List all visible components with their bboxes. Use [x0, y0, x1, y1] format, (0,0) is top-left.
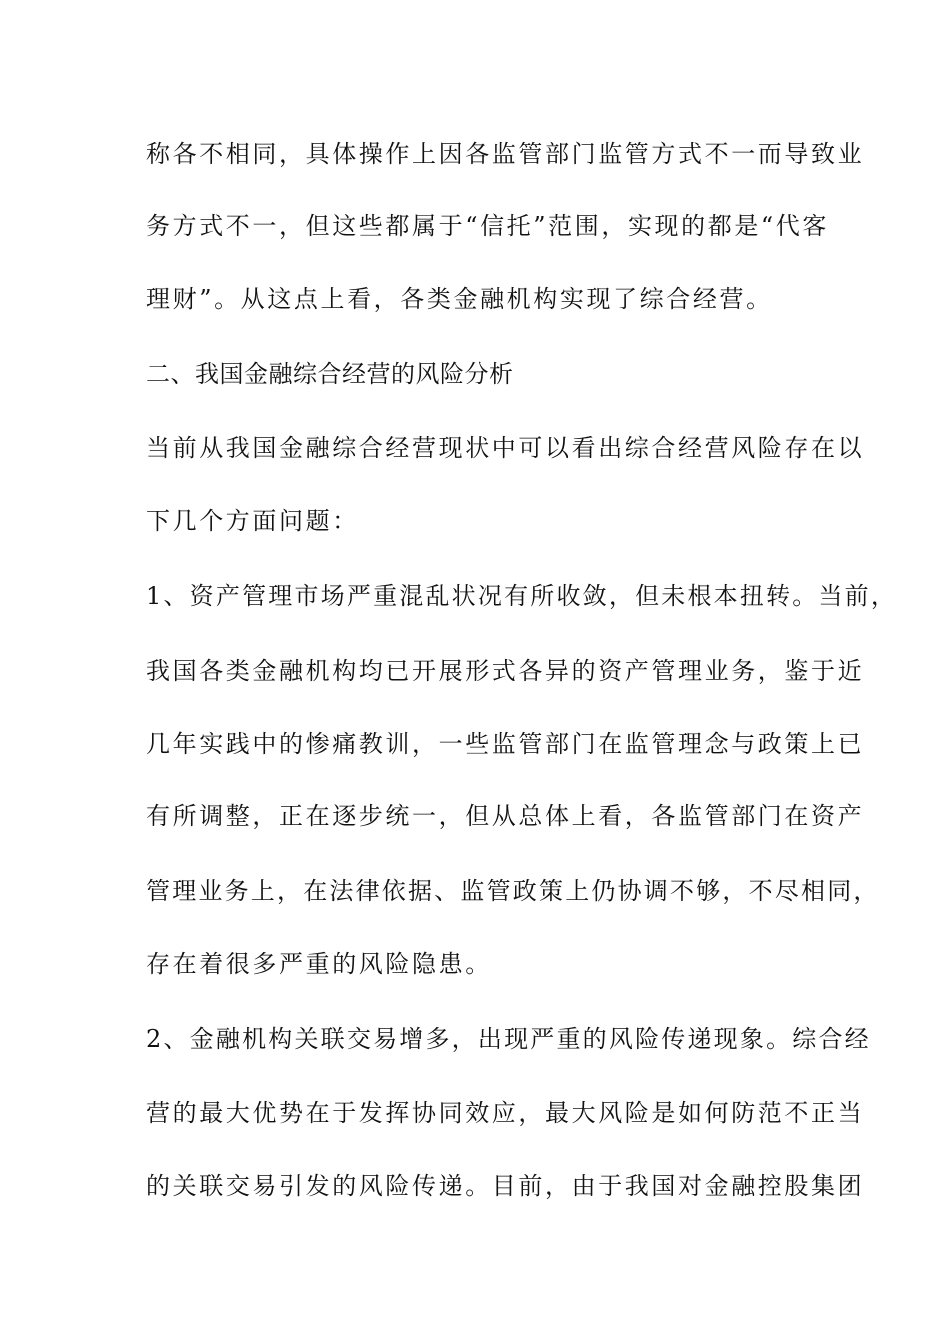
body-text-line: 管理业务上，在法律依据、监管政策上仍协调不够，不尽相同，: [146, 877, 880, 905]
body-text-line: 理财”。从这点上看，各类金融机构实现了综合经营。: [146, 285, 773, 313]
body-text-line: 称各不相同，具体操作上因各监管部门监管方式不一而导致业: [146, 140, 865, 168]
body-text-line: 几年实践中的惨痛教训，一些监管部门在监管理念与政策上已: [146, 730, 865, 758]
body-text-line: 我国各类金融机构均已开展形式各异的资产管理业务，鉴于近: [146, 657, 865, 685]
body-text-line: 有所调整，正在逐步统一，但从总体上看，各监管部门在资产: [146, 802, 865, 830]
body-text-line: 当前从我国金融综合经营现状中可以看出综合经营风险存在以: [146, 434, 865, 462]
numbered-point-2: 2、金融机构关联交易增多，出现严重的风险传递现象。综合经: [146, 1025, 871, 1053]
body-text-line: 营的最大优势在于发挥协同效应，最大风险是如何防范不正当: [146, 1099, 865, 1127]
body-text-line: 存在着很多严重的风险隐患。: [146, 950, 492, 978]
numbered-point-1: 1、资产管理市场严重混乱状况有所收敛，但未根本扭转。当前，: [146, 582, 898, 610]
body-text-line: 的关联交易引发的风险传递。目前，由于我国对金融控股集团: [146, 1172, 865, 1200]
section-heading: 二、我国金融综合经营的风险分析: [146, 360, 514, 388]
body-text-line: 下几个方面问题：: [146, 507, 359, 535]
body-text-line: 务方式不一，但这些都属于“信托”范围，实现的都是“代客: [146, 212, 830, 240]
